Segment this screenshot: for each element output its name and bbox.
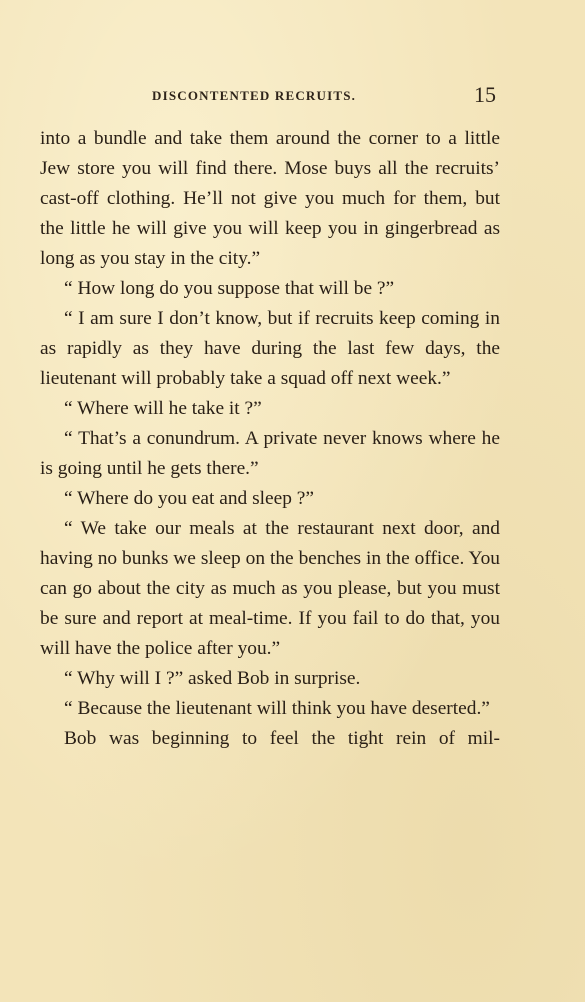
paragraph: “ How long do you suppose that will be ?” [64, 278, 395, 299]
paragraph: “ Where do you eat and sleep ?” [64, 488, 314, 509]
page-number: 15 [474, 82, 496, 107]
paragraph: “ That’s a conundrum. A private never knows where he is going until he gets there.” [40, 428, 500, 479]
paragraph: Bob was beginning to feel the tight rein of mil- [64, 728, 500, 749]
paragraph: into a bundle and take them around the corner to a little Jew store you will find there. Mose buys all the recruits’ cast-off clothing. He’ll not give you much for them, but the little he will give you will keep you in gingerbread as long as you stay in the city.” [40, 128, 500, 269]
paragraph: “ I am sure I don’t know, but if recruits keep coming in as rapidly as they have during the last few days, the lieutenant will probably take a squad off next week.” [40, 308, 500, 389]
body-text [40, 124, 500, 754]
running-title: DISCONTENTED RECRUITS. [152, 88, 357, 103]
paragraph: “ Why will I ?” asked Bob in surprise. [64, 668, 361, 689]
paragraph: “ Because the lieutenant will think you have deserted.” [64, 698, 490, 719]
paragraph: “ We take our meals at the restaurant next door, and having no bunks we sleep on the benches in the office. You can go about the city as much as you please, but you must be sure and report at meal-time. If you fail to do that, you will have the police after you.” [40, 518, 500, 659]
paragraph: “ Where will he take it ?” [64, 398, 262, 419]
running-head [0, 84, 585, 108]
